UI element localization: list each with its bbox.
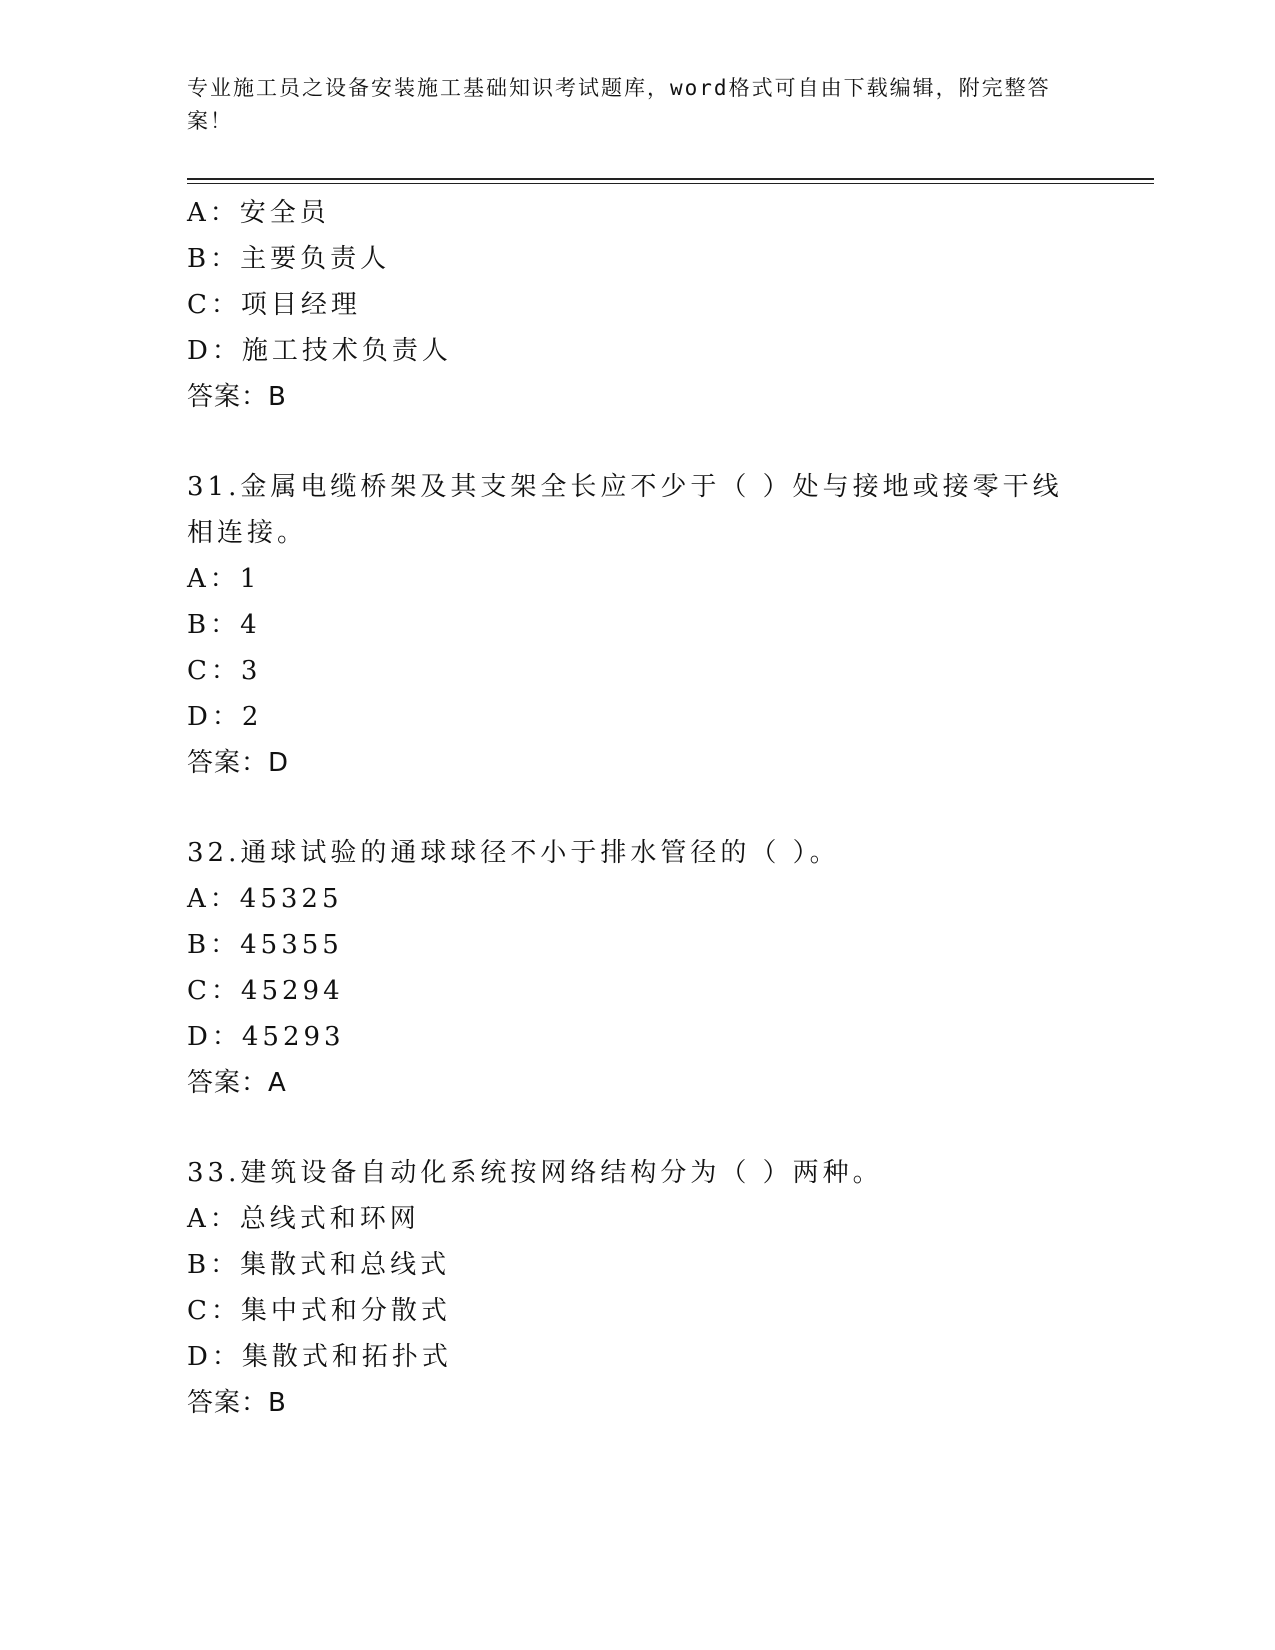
option-text: 总线式和环网 <box>239 1204 420 1234</box>
question-stem: 31.金属电缆桥架及其支架全长应不少于（ ）处与接地或接零干线相连接。 <box>187 472 1063 548</box>
option-label: C： <box>187 656 241 686</box>
option-text: 集散式和拓扑式 <box>241 1342 452 1372</box>
option-text: 项目经理 <box>240 290 361 320</box>
option-c <box>187 968 1067 1014</box>
option-label: D： <box>187 1022 242 1052</box>
option-d <box>187 328 1067 374</box>
option-text: 45293 <box>241 1022 345 1052</box>
option-c <box>187 282 1067 328</box>
option-a <box>187 1196 1067 1242</box>
option-label: B： <box>187 244 241 274</box>
option-b <box>187 602 1067 648</box>
answer-line: 答案：A <box>187 1068 287 1098</box>
option-label: B： <box>187 610 241 640</box>
option-text: 45294 <box>240 976 344 1006</box>
option-text: 安全员 <box>239 198 330 228</box>
answer-line: 答案：D <box>187 748 290 778</box>
spacer <box>187 786 1067 830</box>
option-d <box>187 694 1067 740</box>
option-text: 集散式和总线式 <box>240 1250 451 1280</box>
option-label: B： <box>187 930 241 960</box>
option-label: A： <box>187 564 240 594</box>
option-b <box>187 1242 1067 1288</box>
question-32 <box>187 830 1067 1106</box>
question-stem: 33.建筑设备自动化系统按网络结构分为（ ）两种。 <box>187 1158 883 1188</box>
option-text: 主要负责人 <box>240 244 391 274</box>
option-text: 集中式和分散式 <box>240 1296 451 1326</box>
option-text: 4 <box>240 610 261 640</box>
option-label: A： <box>187 1204 240 1234</box>
option-d <box>187 1334 1067 1380</box>
question-content <box>187 190 1067 1426</box>
option-c <box>187 648 1067 694</box>
question-33 <box>187 1150 1067 1426</box>
option-a <box>187 190 1067 236</box>
option-d <box>187 1014 1067 1060</box>
option-text: 3 <box>240 656 262 686</box>
option-text: 45355 <box>240 930 343 960</box>
header-rule-thin <box>187 183 1154 184</box>
question-stem: 32.通球试验的通球球径不小于排水管径的（ ）。 <box>187 838 840 868</box>
option-label: D： <box>187 702 242 732</box>
option-label: C： <box>187 290 241 320</box>
option-b <box>187 236 1067 282</box>
answer-line: 答案：B <box>187 382 287 412</box>
header-rule-thick <box>187 178 1154 180</box>
option-text: 45325 <box>239 884 343 914</box>
option-text: 2 <box>241 702 263 732</box>
option-a <box>187 556 1067 602</box>
carryover-block <box>187 190 1067 420</box>
spacer <box>187 420 1067 464</box>
option-c <box>187 1288 1067 1334</box>
option-b <box>187 922 1067 968</box>
option-label: B： <box>187 1250 241 1280</box>
question-31 <box>187 464 1067 786</box>
option-label: C： <box>187 1296 241 1326</box>
option-text: 施工技术负责人 <box>241 336 452 366</box>
option-label: A： <box>187 884 240 914</box>
spacer <box>187 1106 1067 1150</box>
option-label: D： <box>187 336 242 366</box>
option-label: D： <box>187 1342 242 1372</box>
option-a <box>187 876 1067 922</box>
option-label: A： <box>187 198 240 228</box>
document-header: 专业施工员之设备安装施工基础知识考试题库，word格式可自由下载编辑，附完整答案！ <box>187 76 1051 133</box>
answer-line: 答案：B <box>187 1388 287 1418</box>
option-label: C： <box>187 976 241 1006</box>
option-text: 1 <box>239 564 261 594</box>
